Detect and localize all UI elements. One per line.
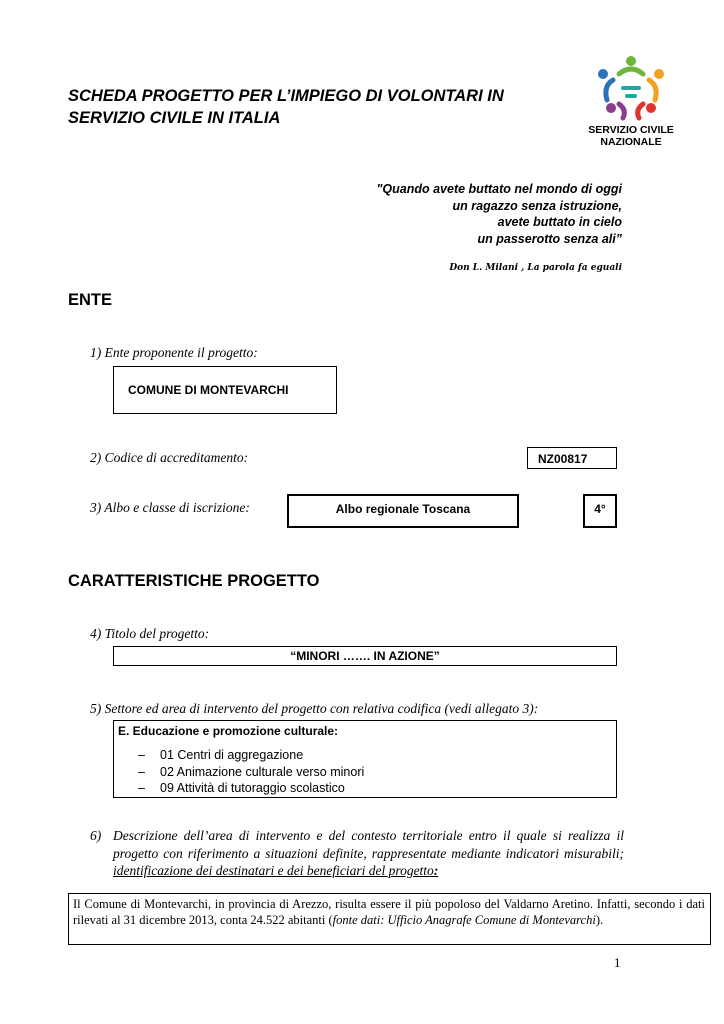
epigraph-quote <box>376 181 622 247</box>
question-3-albo: Albo regionale Toscana <box>335 502 471 516</box>
title-line-2: SERVIZIO CIVILE IN ITALIA <box>68 109 281 127</box>
territorial-description <box>68 893 711 945</box>
star-people-icon <box>583 52 679 124</box>
document-title <box>68 85 548 129</box>
servizio-civile-logo <box>583 52 679 156</box>
question-6-underlined-text: identificazione dei destinatari e dei beneficiari del progetto <box>113 863 434 878</box>
question-6-number: 6) <box>90 828 102 843</box>
question-1-box <box>113 366 337 414</box>
logo-line-1: SERVIZIO CIVILE <box>588 124 674 136</box>
list-item: – 01 Centri di aggregazione <box>138 748 304 762</box>
dash-bullet: – <box>138 764 145 779</box>
description-part-3: ). <box>595 912 604 927</box>
question-4-box <box>113 646 617 666</box>
question-3-albo-box <box>287 494 519 528</box>
sector-area-list <box>138 747 364 797</box>
question-2-value: NZ00817 <box>538 452 588 466</box>
question-3-classe-box <box>583 494 617 528</box>
logo-line-2: NAZIONALE <box>600 136 662 148</box>
quote-attribution: Don L. Milani , La parola fa eguali <box>449 263 622 273</box>
page-number: 1 <box>614 955 621 970</box>
question-3-label: 3) Albo e classe di iscrizione: <box>90 500 250 515</box>
description-source: fonte dati: Ufficio Anagrafe Comune di Montevarchi <box>332 912 596 927</box>
description-part-1: Il Comune di Montevarchi, in provincia di Arezzo, risulta essere il più popoloso del Valdarno Aretino. Infatti, secondo i dati rilevati al 31 dicembre 2013, conta 24.522 abitanti ( <box>73 897 705 927</box>
question-1-label: 1) Ente proponente il progetto: <box>90 345 258 360</box>
project-title: “MINORI ……. IN AZIONE” <box>290 649 440 663</box>
question-6-label <box>90 827 624 880</box>
question-6-colon: : <box>433 863 439 878</box>
question-3-classe: 4° <box>594 502 606 516</box>
quote-line-1: "Quando avete buttato nel mondo di oggi <box>376 182 622 196</box>
question-6-text: Descrizione dell’area di intervento e del contesto territoriale entro il quale si realizza il progetto con riferimento a situazioni definite, rappresentate mediante indicatori misurabili; <box>113 828 624 861</box>
title-line-1: SCHEDA PROGETTO PER L’IMPIEGO DI VOLONTARI IN <box>68 87 504 105</box>
quote-line-2: un ragazzo senza istruzione, <box>452 198 622 213</box>
question-5-box <box>113 720 617 798</box>
question-2-box <box>527 447 617 469</box>
dash-bullet: – <box>138 748 145 762</box>
section-heading-ente: ENTE <box>68 291 113 309</box>
quote-line-4: un passerotto senza ali” <box>477 231 622 246</box>
question-2-label: 2) Codice di accreditamento: <box>90 450 249 465</box>
question-5-label: 5) Settore ed area di intervento del progetto con relativa codifica (vedi allegato 3): <box>90 701 539 716</box>
question-4-label: 4) Titolo del progetto: <box>90 626 210 641</box>
section-heading-caratteristiche: CARATTERISTICHE PROGETTO <box>68 572 320 590</box>
logo-text <box>583 124 679 148</box>
dash-bullet: – <box>138 781 145 795</box>
question-1-value: COMUNE DI MONTEVARCHI <box>128 383 289 397</box>
sector-heading: E. Educazione e promozione culturale: <box>118 724 339 738</box>
list-item: – 09 Attività di tutoraggio scolastico <box>138 781 345 795</box>
list-item: – 02 Animazione culturale verso minori <box>138 764 365 779</box>
quote-line-3: avete buttato in cielo <box>497 215 622 229</box>
